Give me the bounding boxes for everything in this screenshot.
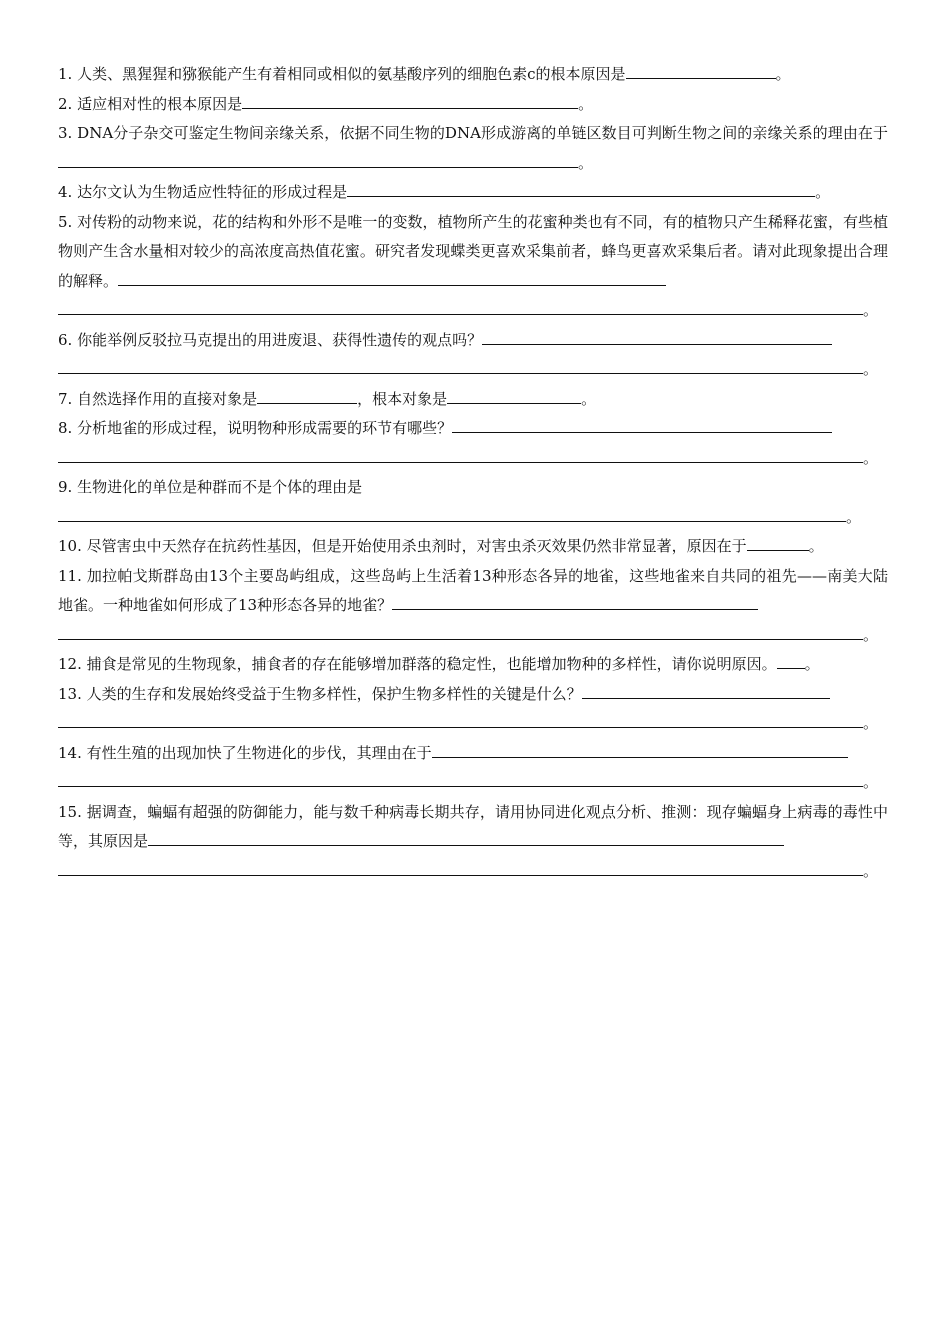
question-number: 12. — [58, 655, 82, 673]
question-9: 9. 生物进化的单位是种群而不是个体的理由是 。 — [58, 478, 862, 526]
question-number: 13. — [58, 684, 82, 703]
question-number: 3. — [58, 124, 73, 142]
question-text: 对传粉的动物来说，花的结构和外形不是唯一的变数，植物所产生的花蜜种类也有不同，有的植物只产生稀释花蜜，有些植物则产生含水量相对较少的高浓度高热值花蜜。研究者发现蝶类更喜欢采集前者，蜂鸟更喜欢采集后者。请对此现象提出合理的解释。 — [58, 212, 888, 290]
answer-line[interactable] — [58, 296, 863, 315]
question-11: 11. 加拉帕戈斯群岛由13个主要岛屿组成，这些岛屿上生活着13种形态各异的地雀，这些地雀来自共同的祖先——南美大陆地雀。一种地雀如何形成了13种形态各异的地雀？ 。 — [58, 566, 888, 644]
answer-line[interactable] — [58, 503, 846, 522]
question-15: 15. 据调查，蝙蝠有超强的防御能力，能与数千种病毒长期共存，请用协同进化观点分析、推测：现存蝙蝠身上病毒的毒性中等，其原因是 。 — [58, 802, 888, 880]
question-text: 尽管害虫中天然存在抗药性基因，但是开始使用杀虫剂时，对害虫杀灭效果仍然非常显著，原因在于 — [86, 537, 747, 555]
question-number: 9. — [58, 478, 73, 496]
question-text: DNA分子杂交可鉴定生物间亲缘关系，依据不同生物的DNA形成游离的单链区数目可判断生物之间的亲缘关系的理由在于 — [77, 124, 888, 142]
question-text: 人类的生存和发展始终受益于生物多样性，保护生物多样性的关键是什么？ — [86, 684, 582, 703]
answer-blank[interactable] — [582, 683, 830, 699]
question-text: 据调查，蝙蝠有超强的防御能力，能与数千种病毒长期共存，请用协同进化观点分析、推测：现存蝙蝠身上病毒的毒性中等，其原因是 — [58, 802, 888, 850]
question-number: 14. — [58, 743, 82, 762]
question-number: 7. — [58, 389, 73, 408]
question-text: 自然选择作用的直接对象是 — [77, 389, 258, 408]
answer-line[interactable] — [58, 355, 863, 374]
question-number: 1. — [58, 65, 73, 83]
question-number: 2. — [58, 94, 73, 113]
question-13: 13. 人类的生存和发展始终受益于生物多样性，保护生物多样性的关键是什么？ 。 — [58, 684, 879, 732]
answer-line[interactable] — [58, 709, 863, 728]
question-number: 4. — [58, 183, 73, 201]
worksheet — [58, 60, 888, 886]
question-6: 6. 你能举例反驳拉马克提出的用进废退、获得性遗传的观点吗？ 。 — [58, 330, 879, 378]
answer-blank[interactable] — [777, 653, 805, 669]
question-3: 3. DNA分子杂交可鉴定生物间亲缘关系，依据不同生物的DNA形成游离的单链区数目可判断生物之间的亲缘关系的理由在于。 — [58, 124, 888, 172]
answer-blank-fundamental-object[interactable] — [447, 388, 581, 404]
question-text: 有性生殖的出现加快了生物进化的步伐，其理由在于 — [86, 743, 432, 762]
question-7: 7. 自然选择作用的直接对象是 ，根本对象是 。 — [58, 389, 597, 408]
answer-blank[interactable] — [747, 535, 809, 551]
question-text: 生物进化的单位是种群而不是个体的理由是 — [77, 478, 363, 496]
answer-line[interactable] — [58, 857, 863, 876]
question-4: 4. 达尔文认为生物适应性特征的形成过程是 。 — [58, 183, 831, 201]
answer-line[interactable] — [58, 444, 863, 463]
question-text: 人类、黑猩猩和猕猴能产生有着相同或相似的氨基酸序列的细胞色素c的根本原因是 — [77, 65, 626, 83]
question-8: 8. 分析地雀的形成过程，说明物种形成需要的环节有哪些？ 。 — [58, 419, 879, 467]
answer-blank-direct-object[interactable] — [257, 388, 357, 404]
answer-blank[interactable] — [58, 152, 578, 168]
question-number: 11. — [58, 566, 82, 585]
answer-line[interactable] — [58, 621, 863, 640]
answer-blank[interactable] — [482, 329, 832, 345]
answer-blank[interactable] — [432, 742, 848, 758]
question-5: 5. 对传粉的动物来说，花的结构和外形不是唯一的变数，植物所产生的花蜜种类也有不同，有的植物只产生稀释花蜜，有些植物则产生含水量相对较少的高浓度高热值花蜜。研究者发现蝶类更喜欢采集前者，蜂鸟更喜欢采集后者。请对此现象提出合理的解释。 。 — [58, 212, 888, 319]
answer-blank[interactable] — [347, 181, 815, 197]
question-text: 适应相对性的根本原因是 — [77, 94, 243, 113]
question-text: 你能举例反驳拉马克提出的用进废退、获得性遗传的观点吗？ — [77, 330, 483, 349]
question-number: 10. — [58, 537, 82, 555]
question-number: 8. — [58, 419, 73, 437]
question-text: 加拉帕戈斯群岛由13个主要岛屿组成，这些岛屿上生活着13种形态各异的地雀，这些地雀来自共同的祖先——南美大陆地雀。一种地雀如何形成了13种形态各异的地雀？ — [58, 566, 888, 614]
question-number: 6. — [58, 330, 73, 349]
question-number: 15. — [58, 802, 82, 821]
answer-blank[interactable] — [118, 270, 666, 286]
question-12: 12. 捕食是常见的生物现象，捕食者的存在能够增加群落的稳定性，也能增加物种的多样性，请你说明原因。 。 — [58, 655, 820, 673]
question-text: 捕食是常见的生物现象，捕食者的存在能够增加群落的稳定性，也能增加物种的多样性，请你说明原因。 — [86, 655, 777, 673]
question-10: 10. 尽管害虫中天然存在抗药性基因，但是开始使用杀虫剂时，对害虫杀灭效果仍然非常显著，原因在于 。 — [58, 537, 824, 555]
answer-line[interactable] — [58, 768, 863, 787]
answer-blank[interactable] — [392, 594, 758, 610]
answer-blank[interactable] — [452, 417, 832, 433]
answer-blank[interactable] — [626, 63, 776, 79]
answer-blank[interactable] — [242, 93, 578, 109]
answer-blank[interactable] — [148, 830, 784, 846]
question-1: 1. 人类、黑猩猩和猕猴能产生有着相同或相似的氨基酸序列的细胞色素c的根本原因是 。 — [58, 65, 791, 83]
question-text: 分析地雀的形成过程，说明物种形成需要的环节有哪些？ — [77, 419, 453, 437]
question-text: 达尔文认为生物适应性特征的形成过程是 — [77, 183, 348, 201]
question-number: 5. — [58, 212, 73, 231]
question-2: 2. 适应相对性的根本原因是 。 — [58, 94, 594, 113]
question-14: 14. 有性生殖的出现加快了生物进化的步伐，其理由在于 。 — [58, 743, 879, 791]
